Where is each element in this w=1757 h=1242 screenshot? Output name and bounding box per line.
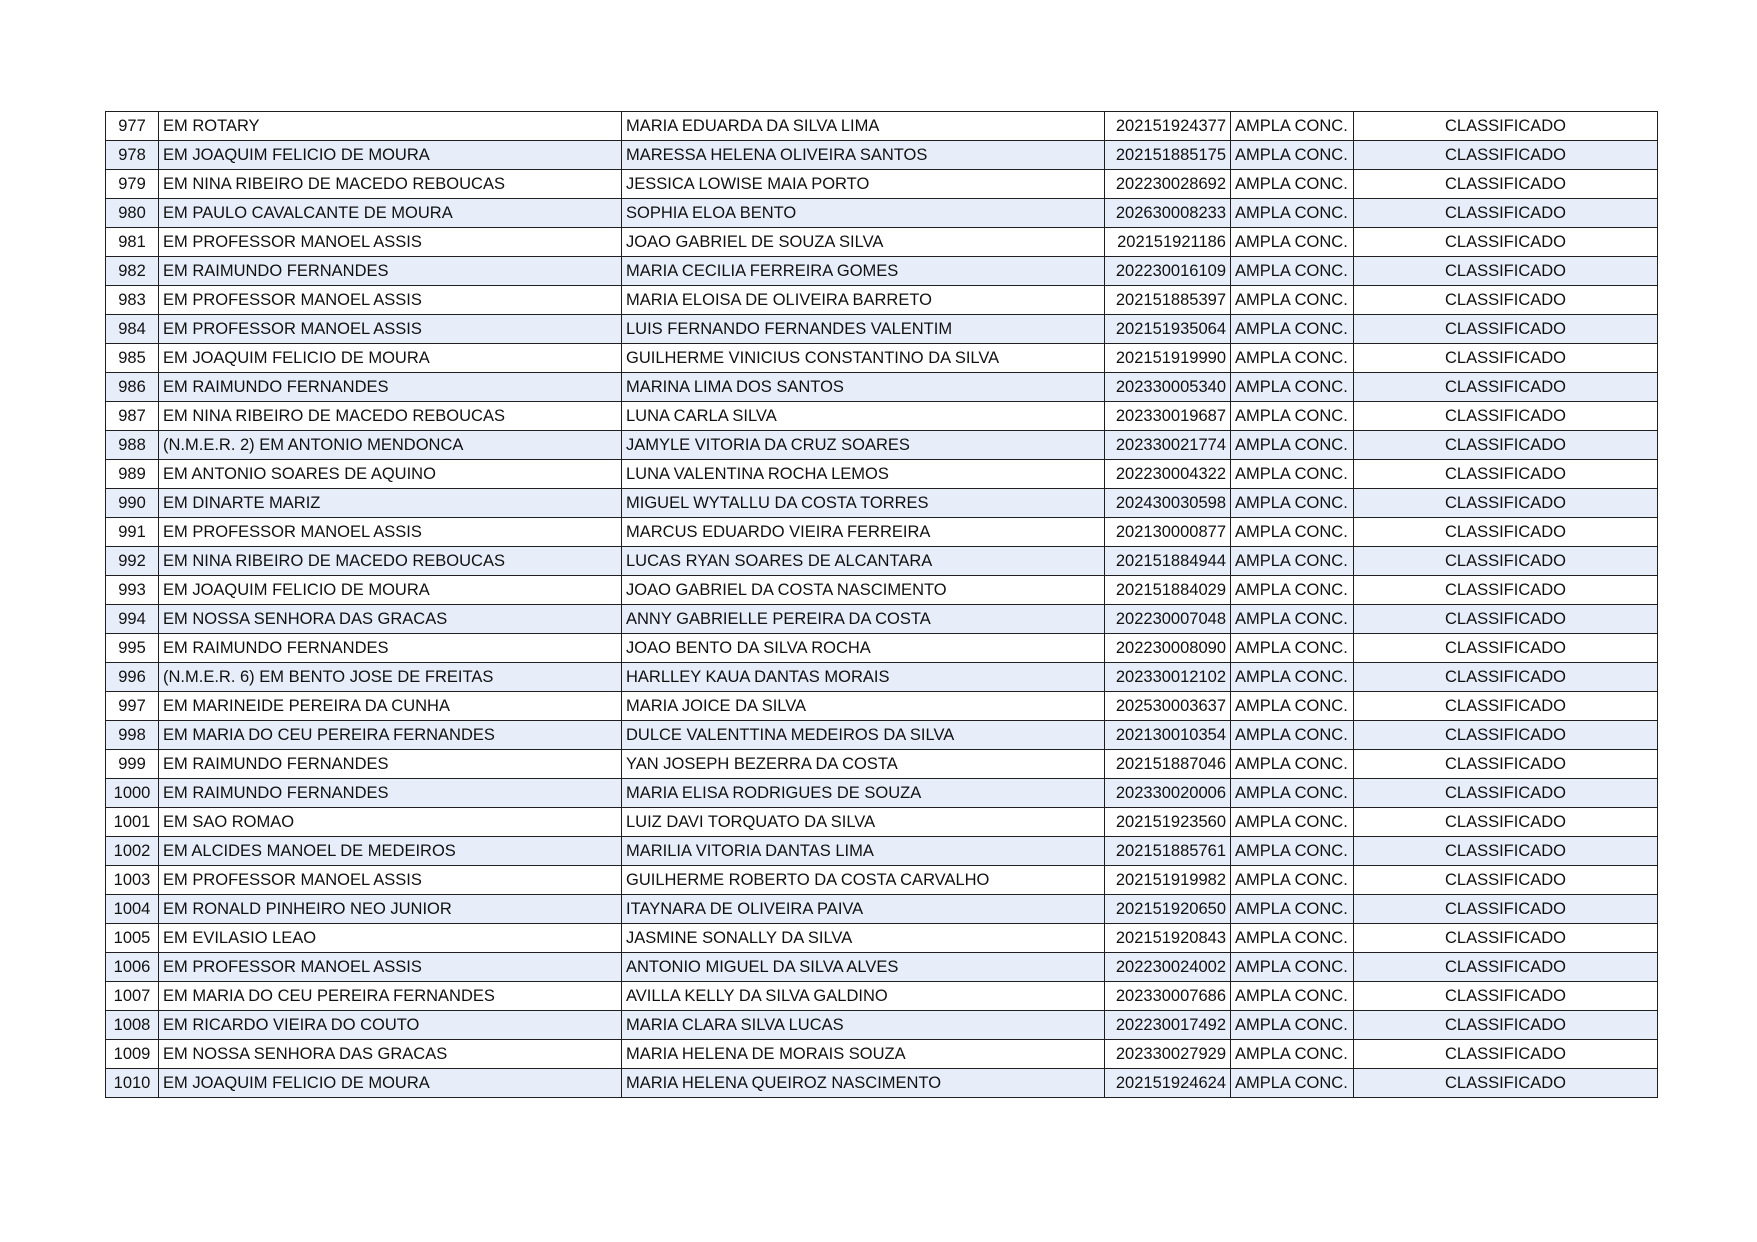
student-name-cell: ANTONIO MIGUEL DA SILVA ALVES (622, 953, 1105, 982)
student-name-cell: JASMINE SONALLY DA SILVA (622, 924, 1105, 953)
position-cell: 984 (106, 315, 159, 344)
school-cell: EM JOAQUIM FELICIO DE MOURA (159, 1069, 622, 1098)
student-name-cell: MARINA LIMA DOS SANTOS (622, 373, 1105, 402)
table-row (106, 837, 1658, 866)
quota-cell: AMPLA CONC. (1231, 1069, 1354, 1098)
quota-cell: AMPLA CONC. (1231, 257, 1354, 286)
quota-cell: AMPLA CONC. (1231, 431, 1354, 460)
position-cell: 991 (106, 518, 159, 547)
status-cell: CLASSIFICADO (1354, 373, 1658, 402)
registration-cell: 202151884944 (1105, 547, 1231, 576)
registration-cell: 202151935064 (1105, 315, 1231, 344)
table-row (106, 199, 1658, 228)
status-cell: CLASSIFICADO (1354, 924, 1658, 953)
table-row (106, 315, 1658, 344)
registration-cell: 202151924624 (1105, 1069, 1231, 1098)
registration-cell: 202630008233 (1105, 199, 1231, 228)
student-name-cell: ITAYNARA DE OLIVEIRA PAIVA (622, 895, 1105, 924)
school-cell: EM RAIMUNDO FERNANDES (159, 750, 622, 779)
quota-cell: AMPLA CONC. (1231, 721, 1354, 750)
school-cell: (N.M.E.R. 2) EM ANTONIO MENDONCA (159, 431, 622, 460)
table-row (106, 344, 1658, 373)
position-cell: 996 (106, 663, 159, 692)
quota-cell: AMPLA CONC. (1231, 924, 1354, 953)
position-cell: 993 (106, 576, 159, 605)
registration-cell: 202230016109 (1105, 257, 1231, 286)
table-row (106, 924, 1658, 953)
registration-cell: 202151885397 (1105, 286, 1231, 315)
school-cell: EM MARIA DO CEU PEREIRA FERNANDES (159, 982, 622, 1011)
position-cell: 1003 (106, 866, 159, 895)
student-name-cell: SOPHIA ELOA BENTO (622, 199, 1105, 228)
position-cell: 982 (106, 257, 159, 286)
school-cell: EM PROFESSOR MANOEL ASSIS (159, 866, 622, 895)
table-row (106, 460, 1658, 489)
position-cell: 1006 (106, 953, 159, 982)
quota-cell: AMPLA CONC. (1231, 895, 1354, 924)
quota-cell: AMPLA CONC. (1231, 547, 1354, 576)
status-cell: CLASSIFICADO (1354, 808, 1658, 837)
position-cell: 997 (106, 692, 159, 721)
status-cell: CLASSIFICADO (1354, 779, 1658, 808)
quota-cell: AMPLA CONC. (1231, 228, 1354, 257)
table-row (106, 1011, 1658, 1040)
status-cell: CLASSIFICADO (1354, 634, 1658, 663)
position-cell: 1002 (106, 837, 159, 866)
student-name-cell: GUILHERME ROBERTO DA COSTA CARVALHO (622, 866, 1105, 895)
position-cell: 979 (106, 170, 159, 199)
quota-cell: AMPLA CONC. (1231, 750, 1354, 779)
position-cell: 995 (106, 634, 159, 663)
school-cell: EM RONALD PINHEIRO NEO JUNIOR (159, 895, 622, 924)
student-name-cell: ANNY GABRIELLE PEREIRA DA COSTA (622, 605, 1105, 634)
registration-cell: 202151885761 (1105, 837, 1231, 866)
school-cell: EM NOSSA SENHORA DAS GRACAS (159, 1040, 622, 1069)
registration-cell: 202151924377 (1105, 112, 1231, 141)
school-cell: EM PROFESSOR MANOEL ASSIS (159, 286, 622, 315)
school-cell: EM MARINEIDE PEREIRA DA CUNHA (159, 692, 622, 721)
position-cell: 989 (106, 460, 159, 489)
table-row (106, 518, 1658, 547)
student-name-cell: JOAO GABRIEL DA COSTA NASCIMENTO (622, 576, 1105, 605)
status-cell: CLASSIFICADO (1354, 489, 1658, 518)
registration-cell: 202230017492 (1105, 1011, 1231, 1040)
school-cell: EM PROFESSOR MANOEL ASSIS (159, 518, 622, 547)
student-name-cell: LUIZ DAVI TORQUATO DA SILVA (622, 808, 1105, 837)
position-cell: 985 (106, 344, 159, 373)
registration-cell: 202151920843 (1105, 924, 1231, 953)
registration-cell: 202151923560 (1105, 808, 1231, 837)
school-cell: EM RAIMUNDO FERNANDES (159, 257, 622, 286)
status-cell: CLASSIFICADO (1354, 1040, 1658, 1069)
school-cell: EM NOSSA SENHORA DAS GRACAS (159, 605, 622, 634)
school-cell: EM RAIMUNDO FERNANDES (159, 373, 622, 402)
quota-cell: AMPLA CONC. (1231, 141, 1354, 170)
quota-cell: AMPLA CONC. (1231, 402, 1354, 431)
school-cell: EM ALCIDES MANOEL DE MEDEIROS (159, 837, 622, 866)
status-cell: CLASSIFICADO (1354, 344, 1658, 373)
quota-cell: AMPLA CONC. (1231, 837, 1354, 866)
registration-cell: 202330012102 (1105, 663, 1231, 692)
table-row (106, 141, 1658, 170)
quota-cell: AMPLA CONC. (1231, 634, 1354, 663)
registration-cell: 202151884029 (1105, 576, 1231, 605)
registration-cell: 202330020006 (1105, 779, 1231, 808)
status-cell: CLASSIFICADO (1354, 257, 1658, 286)
status-cell: CLASSIFICADO (1354, 315, 1658, 344)
position-cell: 1007 (106, 982, 159, 1011)
student-name-cell: MARIA CECILIA FERREIRA GOMES (622, 257, 1105, 286)
position-cell: 992 (106, 547, 159, 576)
student-name-cell: MARILIA VITORIA DANTAS LIMA (622, 837, 1105, 866)
quota-cell: AMPLA CONC. (1231, 605, 1354, 634)
quota-cell: AMPLA CONC. (1231, 518, 1354, 547)
student-name-cell: MARIA EDUARDA DA SILVA LIMA (622, 112, 1105, 141)
student-name-cell: HARLLEY KAUA DANTAS MORAIS (622, 663, 1105, 692)
table-row (106, 895, 1658, 924)
position-cell: 988 (106, 431, 159, 460)
position-cell: 987 (106, 402, 159, 431)
status-cell: CLASSIFICADO (1354, 431, 1658, 460)
registration-cell: 202230008090 (1105, 634, 1231, 663)
student-name-cell: MARIA HELENA QUEIROZ NASCIMENTO (622, 1069, 1105, 1098)
table-row (106, 634, 1658, 663)
status-cell: CLASSIFICADO (1354, 605, 1658, 634)
student-name-cell: JOAO BENTO DA SILVA ROCHA (622, 634, 1105, 663)
quota-cell: AMPLA CONC. (1231, 663, 1354, 692)
table-row (106, 779, 1658, 808)
student-name-cell: JOAO GABRIEL DE SOUZA SILVA (622, 228, 1105, 257)
registration-cell: 202530003637 (1105, 692, 1231, 721)
quota-cell: AMPLA CONC. (1231, 170, 1354, 199)
status-cell: CLASSIFICADO (1354, 286, 1658, 315)
quota-cell: AMPLA CONC. (1231, 692, 1354, 721)
registration-cell: 202430030598 (1105, 489, 1231, 518)
quota-cell: AMPLA CONC. (1231, 489, 1354, 518)
student-name-cell: MARIA JOICE DA SILVA (622, 692, 1105, 721)
status-cell: CLASSIFICADO (1354, 1011, 1658, 1040)
quota-cell: AMPLA CONC. (1231, 779, 1354, 808)
registration-cell: 202330005340 (1105, 373, 1231, 402)
status-cell: CLASSIFICADO (1354, 692, 1658, 721)
registration-cell: 202330019687 (1105, 402, 1231, 431)
student-name-cell: JESSICA LOWISE MAIA PORTO (622, 170, 1105, 199)
school-cell: EM PROFESSOR MANOEL ASSIS (159, 228, 622, 257)
status-cell: CLASSIFICADO (1354, 547, 1658, 576)
school-cell: EM PAULO CAVALCANTE DE MOURA (159, 199, 622, 228)
table-row (106, 257, 1658, 286)
status-cell: CLASSIFICADO (1354, 228, 1658, 257)
school-cell: EM NINA RIBEIRO DE MACEDO REBOUCAS (159, 547, 622, 576)
position-cell: 990 (106, 489, 159, 518)
student-name-cell: MARIA ELISA RODRIGUES DE SOUZA (622, 779, 1105, 808)
quota-cell: AMPLA CONC. (1231, 315, 1354, 344)
status-cell: CLASSIFICADO (1354, 199, 1658, 228)
school-cell: EM NINA RIBEIRO DE MACEDO REBOUCAS (159, 402, 622, 431)
student-name-cell: DULCE VALENTTINA MEDEIROS DA SILVA (622, 721, 1105, 750)
position-cell: 1004 (106, 895, 159, 924)
position-cell: 977 (106, 112, 159, 141)
table-row (106, 692, 1658, 721)
school-cell: EM RAIMUNDO FERNANDES (159, 634, 622, 663)
student-name-cell: MARIA ELOISA DE OLIVEIRA BARRETO (622, 286, 1105, 315)
registration-cell: 202151919990 (1105, 344, 1231, 373)
table-row (106, 547, 1658, 576)
table-body (106, 112, 1658, 1098)
quota-cell: AMPLA CONC. (1231, 982, 1354, 1011)
status-cell: CLASSIFICADO (1354, 460, 1658, 489)
status-cell: CLASSIFICADO (1354, 518, 1658, 547)
quota-cell: AMPLA CONC. (1231, 344, 1354, 373)
table-row (106, 228, 1658, 257)
table-row (106, 1040, 1658, 1069)
position-cell: 998 (106, 721, 159, 750)
status-cell: CLASSIFICADO (1354, 112, 1658, 141)
classification-table (105, 111, 1658, 1098)
quota-cell: AMPLA CONC. (1231, 286, 1354, 315)
table-row (106, 605, 1658, 634)
quota-cell: AMPLA CONC. (1231, 1011, 1354, 1040)
position-cell: 1005 (106, 924, 159, 953)
table-row (106, 721, 1658, 750)
student-name-cell: LUNA CARLA SILVA (622, 402, 1105, 431)
table-row (106, 808, 1658, 837)
school-cell: EM PROFESSOR MANOEL ASSIS (159, 953, 622, 982)
position-cell: 1001 (106, 808, 159, 837)
registration-cell: 202330021774 (1105, 431, 1231, 460)
position-cell: 980 (106, 199, 159, 228)
student-name-cell: AVILLA KELLY DA SILVA GALDINO (622, 982, 1105, 1011)
quota-cell: AMPLA CONC. (1231, 808, 1354, 837)
table-row (106, 866, 1658, 895)
registration-cell: 202151921186 (1105, 228, 1231, 257)
table-row (106, 663, 1658, 692)
status-cell: CLASSIFICADO (1354, 1069, 1658, 1098)
student-name-cell: MIGUEL WYTALLU DA COSTA TORRES (622, 489, 1105, 518)
school-cell: EM SAO ROMAO (159, 808, 622, 837)
status-cell: CLASSIFICADO (1354, 982, 1658, 1011)
school-cell: EM RICARDO VIEIRA DO COUTO (159, 1011, 622, 1040)
school-cell: EM PROFESSOR MANOEL ASSIS (159, 315, 622, 344)
quota-cell: AMPLA CONC. (1231, 576, 1354, 605)
table-row (106, 750, 1658, 779)
table-row (106, 953, 1658, 982)
position-cell: 1009 (106, 1040, 159, 1069)
registration-cell: 202230024002 (1105, 953, 1231, 982)
position-cell: 999 (106, 750, 159, 779)
student-name-cell: JAMYLE VITORIA DA CRUZ SOARES (622, 431, 1105, 460)
position-cell: 1000 (106, 779, 159, 808)
registration-cell: 202230028692 (1105, 170, 1231, 199)
registration-cell: 202151887046 (1105, 750, 1231, 779)
school-cell: EM MARIA DO CEU PEREIRA FERNANDES (159, 721, 622, 750)
quota-cell: AMPLA CONC. (1231, 112, 1354, 141)
table-row (106, 402, 1658, 431)
school-cell: EM JOAQUIM FELICIO DE MOURA (159, 344, 622, 373)
student-name-cell: LUIS FERNANDO FERNANDES VALENTIM (622, 315, 1105, 344)
school-cell: EM ROTARY (159, 112, 622, 141)
quota-cell: AMPLA CONC. (1231, 460, 1354, 489)
table-row (106, 431, 1658, 460)
student-name-cell: MARESSA HELENA OLIVEIRA SANTOS (622, 141, 1105, 170)
student-name-cell: MARIA CLARA SILVA LUCAS (622, 1011, 1105, 1040)
status-cell: CLASSIFICADO (1354, 402, 1658, 431)
table-row (106, 576, 1658, 605)
table-row (106, 489, 1658, 518)
student-name-cell: MARCUS EDUARDO VIEIRA FERREIRA (622, 518, 1105, 547)
table-row (106, 373, 1658, 402)
table-row (106, 286, 1658, 315)
table-row (106, 1069, 1658, 1098)
student-name-cell: MARIA HELENA DE MORAIS SOUZA (622, 1040, 1105, 1069)
student-name-cell: LUCAS RYAN SOARES DE ALCANTARA (622, 547, 1105, 576)
registration-cell: 202130000877 (1105, 518, 1231, 547)
table-row (106, 112, 1658, 141)
registration-cell: 202230007048 (1105, 605, 1231, 634)
status-cell: CLASSIFICADO (1354, 866, 1658, 895)
registration-cell: 202230004322 (1105, 460, 1231, 489)
quota-cell: AMPLA CONC. (1231, 1040, 1354, 1069)
status-cell: CLASSIFICADO (1354, 663, 1658, 692)
school-cell: EM JOAQUIM FELICIO DE MOURA (159, 576, 622, 605)
registration-cell: 202330027929 (1105, 1040, 1231, 1069)
registration-cell: 202330007686 (1105, 982, 1231, 1011)
position-cell: 994 (106, 605, 159, 634)
status-cell: CLASSIFICADO (1354, 895, 1658, 924)
student-name-cell: LUNA VALENTINA ROCHA LEMOS (622, 460, 1105, 489)
quota-cell: AMPLA CONC. (1231, 199, 1354, 228)
school-cell: EM JOAQUIM FELICIO DE MOURA (159, 141, 622, 170)
registration-cell: 202151920650 (1105, 895, 1231, 924)
registration-cell: 202151919982 (1105, 866, 1231, 895)
school-cell: EM RAIMUNDO FERNANDES (159, 779, 622, 808)
school-cell: EM NINA RIBEIRO DE MACEDO REBOUCAS (159, 170, 622, 199)
position-cell: 986 (106, 373, 159, 402)
registration-cell: 202151885175 (1105, 141, 1231, 170)
status-cell: CLASSIFICADO (1354, 750, 1658, 779)
position-cell: 1010 (106, 1069, 159, 1098)
position-cell: 1008 (106, 1011, 159, 1040)
position-cell: 978 (106, 141, 159, 170)
status-cell: CLASSIFICADO (1354, 141, 1658, 170)
school-cell: (N.M.E.R. 6) EM BENTO JOSE DE FREITAS (159, 663, 622, 692)
student-name-cell: YAN JOSEPH BEZERRA DA COSTA (622, 750, 1105, 779)
table-row (106, 982, 1658, 1011)
quota-cell: AMPLA CONC. (1231, 953, 1354, 982)
status-cell: CLASSIFICADO (1354, 576, 1658, 605)
quota-cell: AMPLA CONC. (1231, 373, 1354, 402)
status-cell: CLASSIFICADO (1354, 170, 1658, 199)
registration-cell: 202130010354 (1105, 721, 1231, 750)
status-cell: CLASSIFICADO (1354, 953, 1658, 982)
position-cell: 981 (106, 228, 159, 257)
quota-cell: AMPLA CONC. (1231, 866, 1354, 895)
position-cell: 983 (106, 286, 159, 315)
status-cell: CLASSIFICADO (1354, 837, 1658, 866)
school-cell: EM ANTONIO SOARES DE AQUINO (159, 460, 622, 489)
table-row (106, 170, 1658, 199)
school-cell: EM EVILASIO LEAO (159, 924, 622, 953)
student-name-cell: GUILHERME VINICIUS CONSTANTINO DA SILVA (622, 344, 1105, 373)
school-cell: EM DINARTE MARIZ (159, 489, 622, 518)
status-cell: CLASSIFICADO (1354, 721, 1658, 750)
